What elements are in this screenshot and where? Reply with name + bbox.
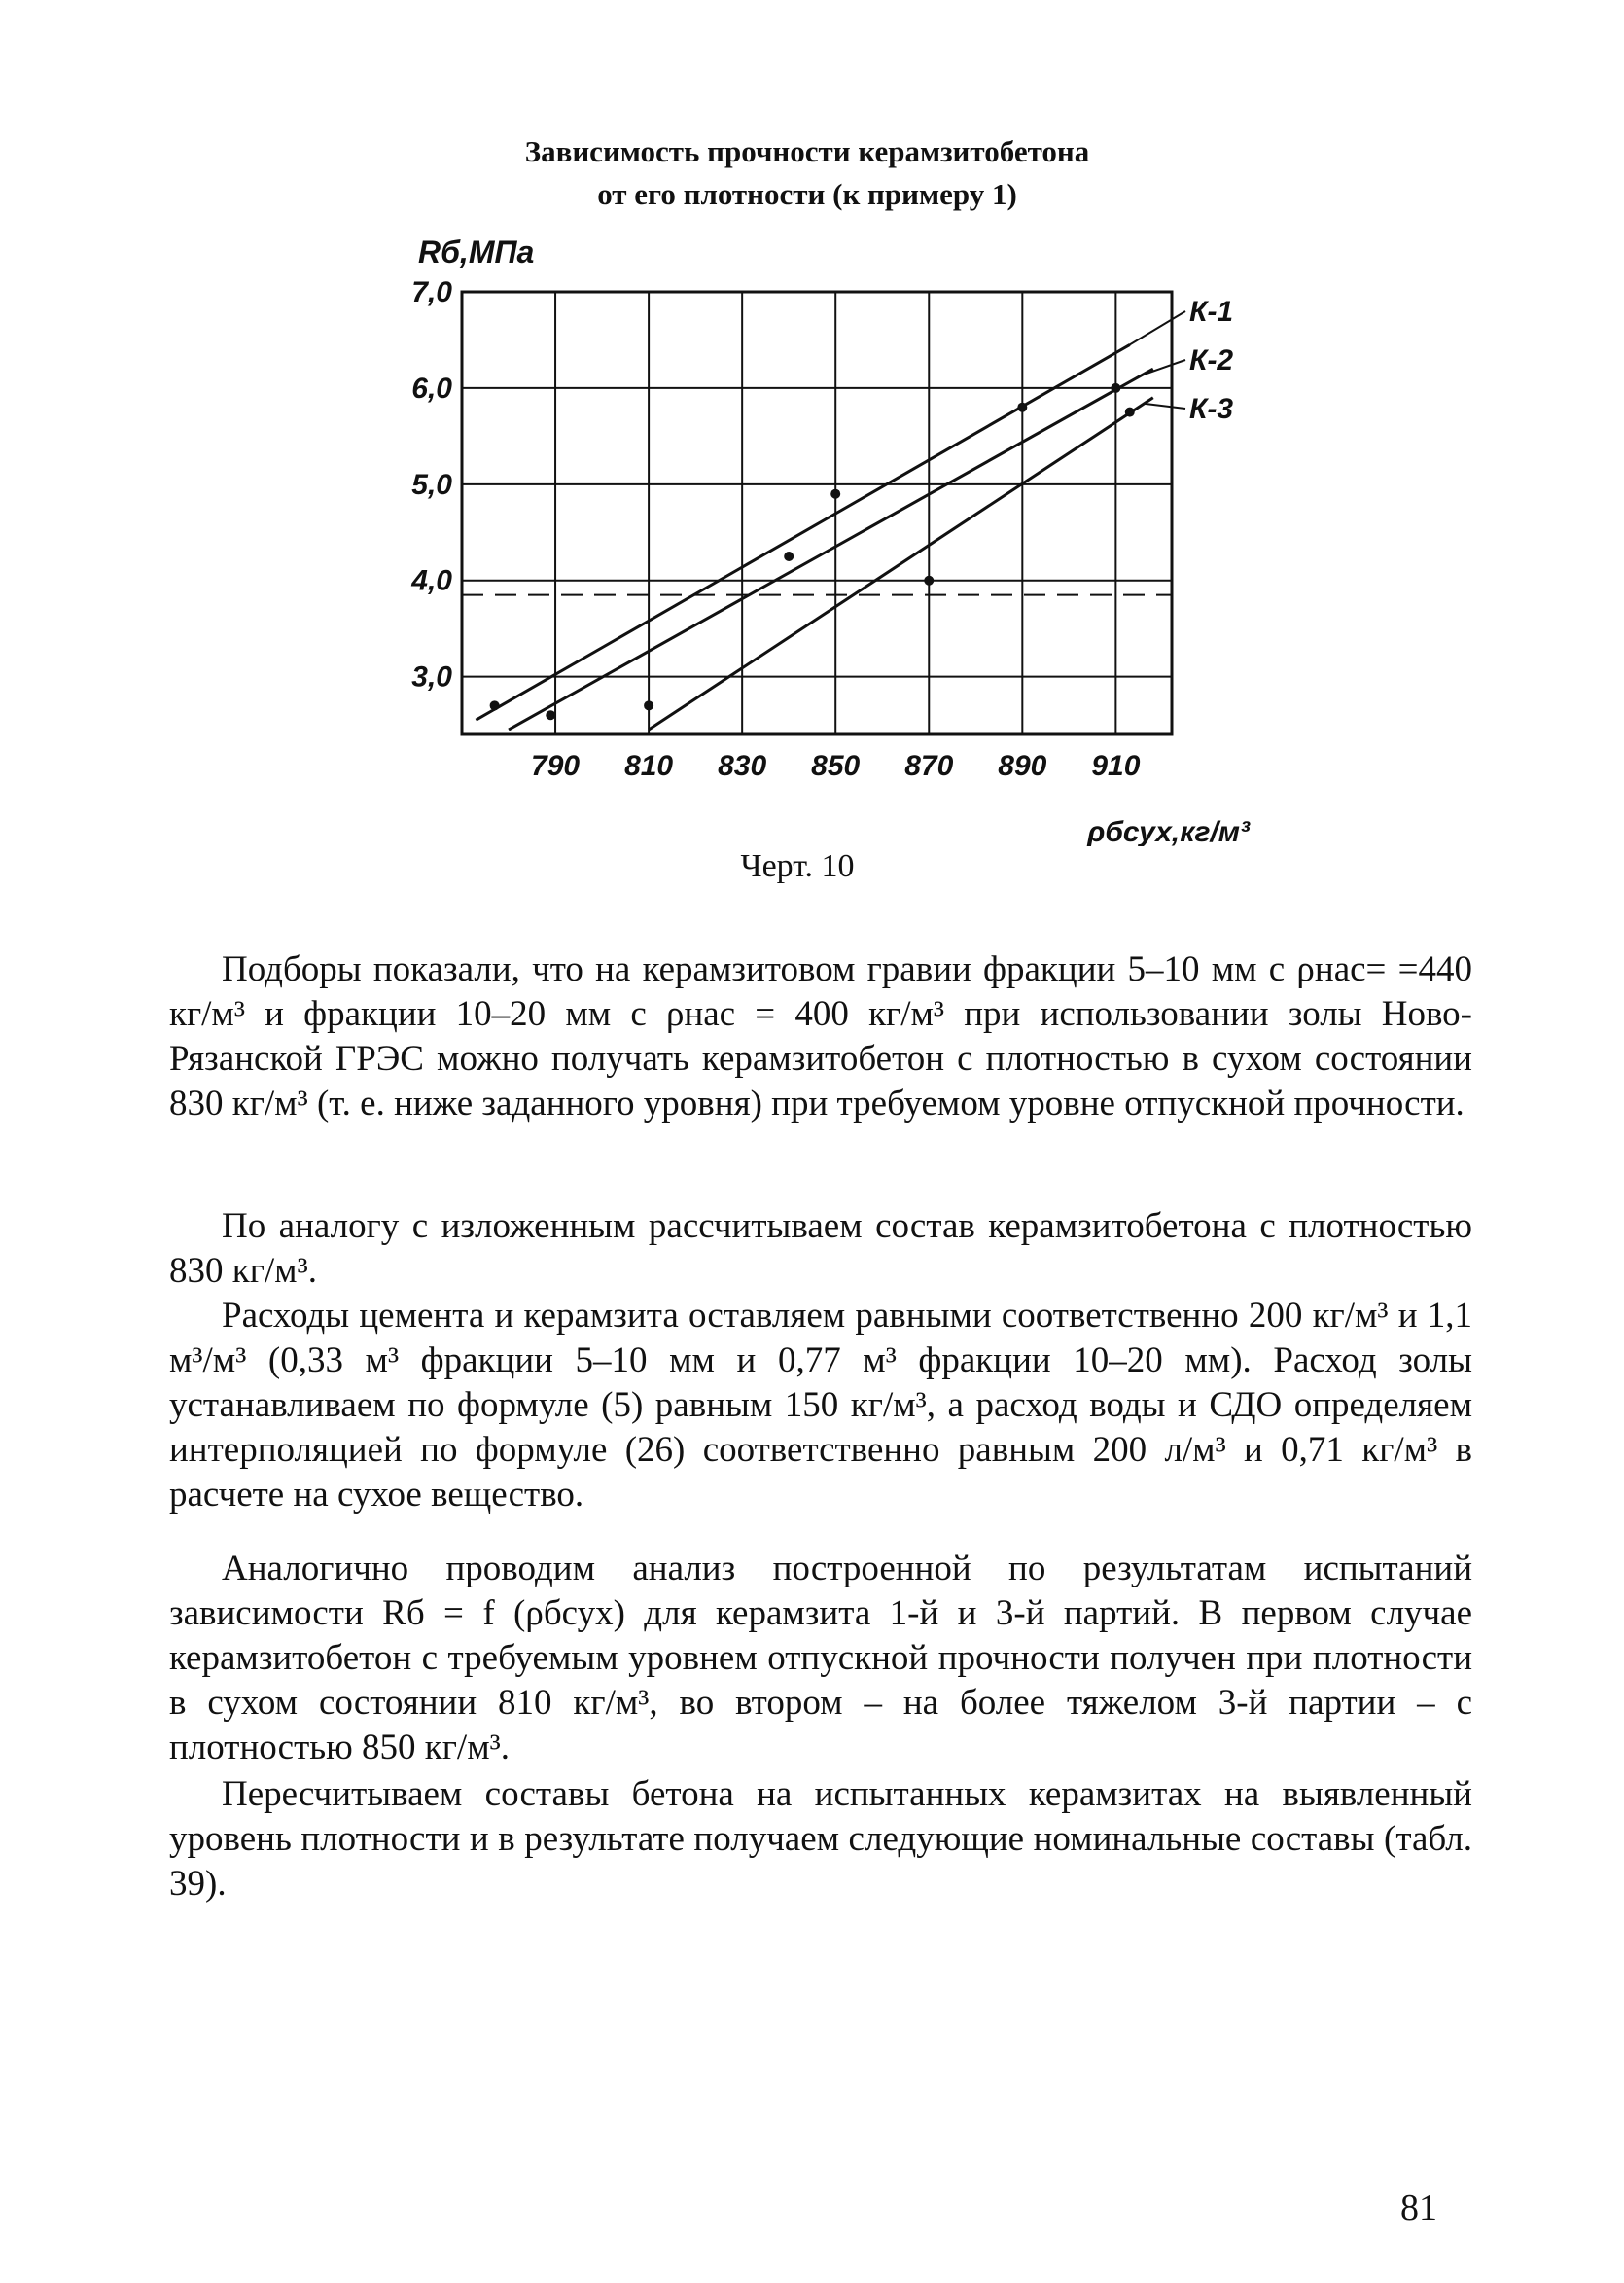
series-line-1 xyxy=(476,344,1129,720)
paragraph-3 xyxy=(169,1294,1472,1517)
y-tick-label: 5,0 xyxy=(411,468,452,501)
x-tick-label: 910 xyxy=(1091,750,1141,782)
paragraph-5 xyxy=(169,1772,1472,1907)
data-point xyxy=(546,710,555,720)
data-point xyxy=(490,700,500,710)
page-number: 81 xyxy=(1400,2188,1437,2229)
data-point xyxy=(1111,383,1120,393)
paragraph-2-text: По аналогу с изложенным рассчитываем состав керамзитобетона с плотностью 830 кг/м³. xyxy=(169,1206,1472,1291)
paragraph-2 xyxy=(169,1204,1472,1294)
series-line-3 xyxy=(649,398,1153,730)
data-point xyxy=(644,700,653,710)
data-point xyxy=(924,576,934,586)
x-tick-label: 870 xyxy=(904,750,954,782)
series-label-3: К-3 xyxy=(1189,393,1234,425)
y-axis-label: Rб,МПа xyxy=(418,234,535,269)
paragraph-1 xyxy=(169,947,1472,1126)
y-tick-label: 3,0 xyxy=(411,660,452,694)
x-tick-label: 890 xyxy=(998,750,1047,782)
x-tick-label: 790 xyxy=(531,750,581,782)
series-label-leader xyxy=(1144,404,1185,409)
data-point xyxy=(1125,408,1135,417)
paragraph-5-text: Пересчитываем составы бетона на испытанных керамзитах на выявленный уровень плотности и в результате получаем следующие номинальные составы (табл. 39). xyxy=(169,1774,1472,1904)
chart-title-line-2: от его плотности (к примеру 1) xyxy=(597,177,1017,211)
paragraph-4 xyxy=(169,1547,1472,1770)
data-point xyxy=(1017,403,1027,412)
chart-title xyxy=(370,130,1245,216)
y-tick-label: 6,0 xyxy=(411,372,452,405)
paragraph-3-text: Расходы цемента и керамзита оставляем равными соответственно 200 кг/м³ и 1,1 м³/м³ (0,33 м³ фракции 5–10 мм и 0,77 м³ фракции 10–20 мм). Расход золы устанавливаем по формуле (5) равным 150 кг/м³, а расход воды и СДО определяем интерполяцией по формуле (26) соответственно равным 200 л/м³ и 0,71 кг/м³ в расчете на сухое вещество. xyxy=(169,1296,1472,1515)
y-tick-label: 7,0 xyxy=(411,276,452,308)
y-tick-label: 4,0 xyxy=(411,564,452,597)
strength-density-chart xyxy=(350,224,1264,846)
series-label-2: К-2 xyxy=(1189,344,1234,376)
series-label-1: К-1 xyxy=(1189,296,1234,328)
data-point xyxy=(784,552,794,561)
series-label-leader xyxy=(1144,360,1185,375)
x-tick-label: 810 xyxy=(624,750,674,782)
figure-caption: Черт. 10 xyxy=(740,848,855,884)
paragraph-1-text: Подборы показали, что на керамзитовом гравии фракции 5–10 мм с ρнас= =440 кг/м³ и фракции 10–20 мм с ρнас = 400 кг/м³ при использовании золы Ново-Рязанской ГРЭС можно получать керамзитобетон с плотностью в сухом состоянии 830 кг/м³ (т. е. ниже заданного уровня) при требуемом уровне отпускной прочности. xyxy=(169,949,1472,1124)
chart-title-line-1: Зависимость прочности керамзитобетона xyxy=(524,134,1090,168)
series-line-2 xyxy=(509,369,1153,730)
x-tick-label: 850 xyxy=(811,750,861,782)
data-point xyxy=(830,489,840,499)
x-axis-label: ρбсух,кг/м³ xyxy=(1087,816,1250,846)
series-label-leader xyxy=(1120,311,1185,350)
paragraph-4-text: Аналогично проводим анализ построенной по результатам испытаний зависимости Rб = f (ρбсух) для керамзита 1-й и 3-й партий. В первом случае керамзитобетон с требуемым уровнем отпускной прочности получен при плотности в сухом состоянии 810 кг/м³, во втором – на более тяжелом 3-й партии – с плотностью 850 кг/м³. xyxy=(169,1549,1472,1767)
x-tick-label: 830 xyxy=(718,750,767,782)
